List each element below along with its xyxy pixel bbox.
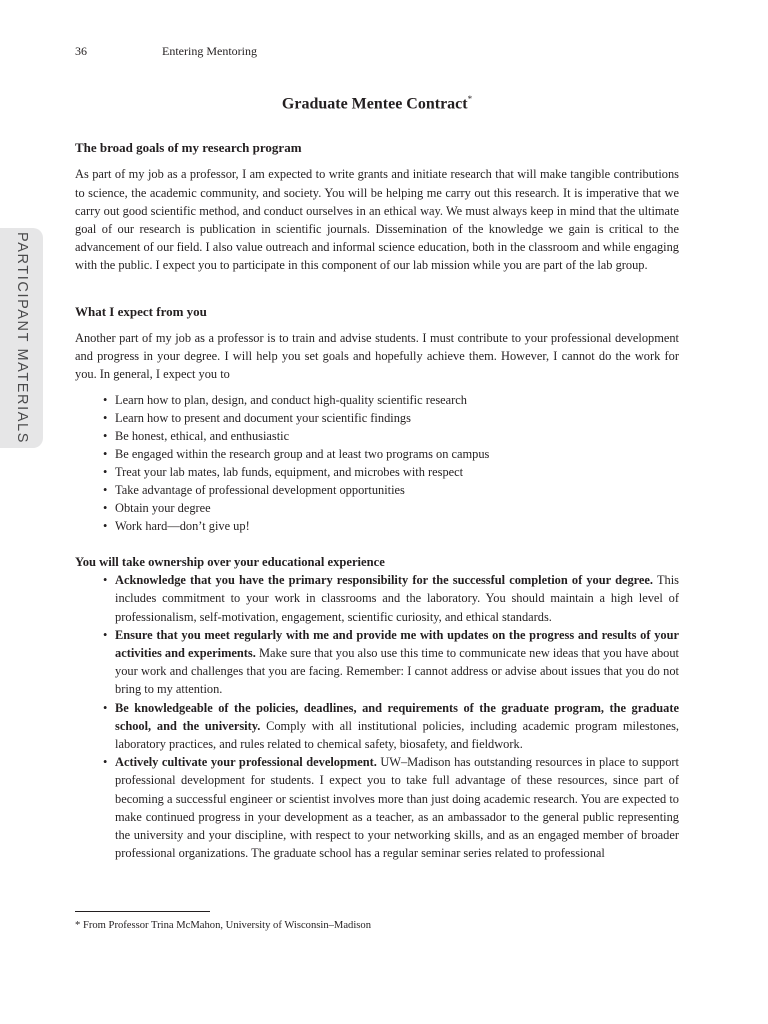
- running-head: [75, 44, 695, 62]
- list-item: • Learn how to present and document your scientific findings: [103, 409, 679, 427]
- expectations-list: [75, 391, 679, 535]
- list-item: • Take advantage of professional development opportunities: [103, 481, 679, 499]
- list-item: • Obtain your degree: [103, 499, 679, 517]
- item-lead: Be knowledgeable of the policies, deadlines, and requirements of the graduate program, the graduate school, and the university.: [115, 700, 679, 733]
- item-text: Comply with all institutional policies, including academic program milestones, laboratory practices, and rules related to chemical safety, biosafety, and fieldwork.: [115, 718, 679, 751]
- running-title: Entering Mentoring: [162, 44, 257, 58]
- side-tab-label: PARTICIPANT MATERIALS: [14, 232, 30, 444]
- footnote: * From Professor Trina McMahon, University of Wisconsin–Madison: [75, 920, 371, 931]
- section-side-tab: [0, 228, 43, 448]
- research-goals-paragraph: As part of my job as a professor, I am expected to write grants and initiate research that will make tangible contributions to science, the academic community, and society. You will be helping me carry out this research. It is imperative that we carry out good scientific method, and conduct ourselves in an ethical way. We must always keep in mind that the ultimate goal of our research is publication in scientific journals. Dissemination of the knowledge we gain is critical to the advancement of our field. I also value outreach and informal science education, both in the classroom and while engaging with the public. I expect you to participate in this component of our lab mission while you are part of the lab group.: [75, 167, 679, 273]
- section-heading-research-goals: The broad goals of my research program: [75, 140, 302, 156]
- document-title-text: Graduate Mentee Contract: [281, 95, 468, 113]
- list-item: [103, 753, 679, 862]
- document-title: [75, 88, 679, 115]
- ownership-list: [75, 571, 679, 862]
- section-heading-expectations: What I expect from you: [75, 303, 207, 319]
- footnote-rule: [75, 911, 210, 912]
- page-content: [75, 88, 679, 862]
- item-text: UW–Madison has outstanding resources in place to support professional development for students. I expect you to take full advantage of these resources, since part of becoming a successful engineer or scientist involves more than just doing academic research. You are expected to make continued progress in your development as a teacher, as an ambassador to the general public representing the university and your discipline, with respect to your networking skills, and as an engaged member of broader professional organizations. The graduate school has a regular seminar series related to professional: [115, 755, 679, 861]
- expectations-paragraph: Another part of my job as a professor is to train and advise students. I must contribute to your professional development and progress in your degree. I will help you set goals and hopefully achieve them. However, I cannot do the work for you. In general, I expect you to: [75, 330, 679, 381]
- item-lead: Actively cultivate your professional development.: [115, 755, 377, 770]
- list-item: [103, 626, 679, 699]
- item-lead: Ensure that you meet regularly with me and provide me with updates on the progress and results of your activities and experiments.: [115, 627, 679, 660]
- item-text: Make sure that you also use this time to communicate new ideas that you have about your work and challenges that you are facing. Remember: I cannot address or advise about issues that you do not bring to my attention.: [115, 645, 679, 697]
- section-heading-ownership: You will take ownership over your educational experience: [75, 555, 385, 570]
- list-item: [103, 571, 679, 626]
- list-item: • Work hard—don’t give up!: [103, 517, 679, 535]
- list-item: • Be honest, ethical, and enthusiastic: [103, 427, 679, 445]
- list-item: [103, 699, 679, 754]
- list-item: • Be engaged within the research group and at least two programs on campus: [103, 445, 679, 463]
- item-lead: Acknowledge that you have the primary responsibility for the successful completion of your degree.: [115, 573, 654, 588]
- item-text: This includes commitment to your work in classrooms and the laboratory. You should maintain a high level of professionalism, self-motivation, engagement, scientific curiosity, and ethical standards.: [115, 573, 679, 624]
- list-item: • Treat your lab mates, lab funds, equipment, and microbes with respect: [103, 463, 679, 481]
- list-item: • Learn how to plan, design, and conduct high-quality scientific research: [103, 391, 679, 409]
- page-number: 36: [75, 44, 87, 58]
- title-footnote-mark: *: [467, 94, 473, 104]
